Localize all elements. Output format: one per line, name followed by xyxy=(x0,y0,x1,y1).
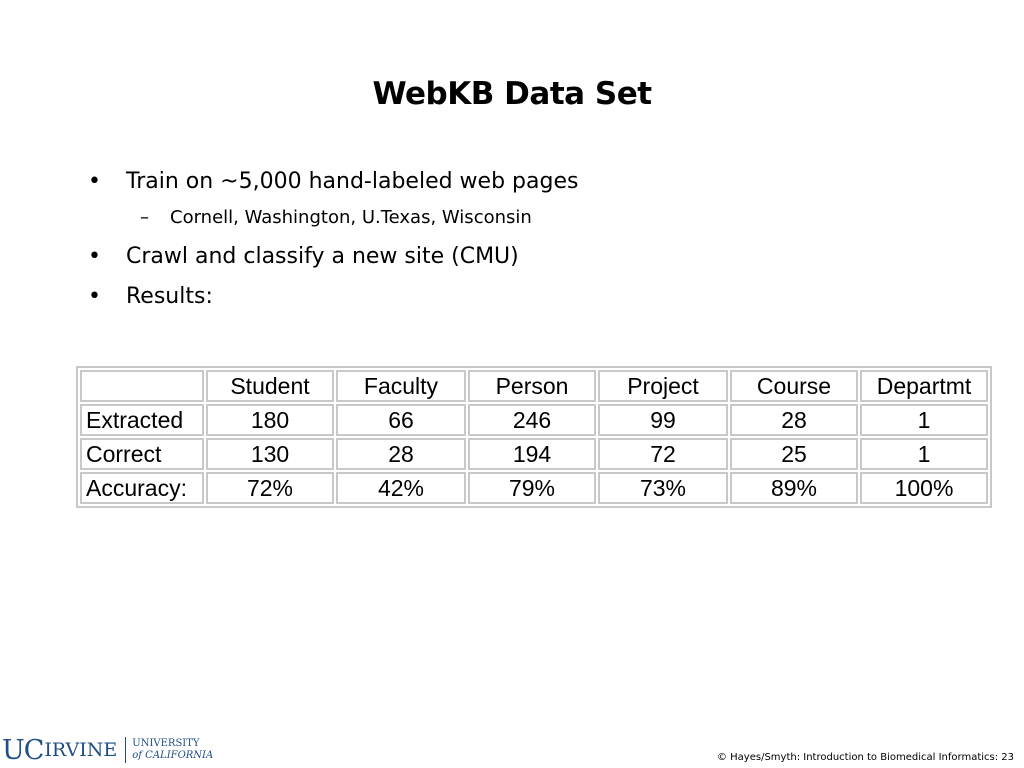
logo-irvine-text: IRVINE xyxy=(44,739,118,761)
table-cell: 100% xyxy=(860,472,988,504)
table-cell: 72 xyxy=(598,438,728,470)
column-header: Person xyxy=(468,370,596,402)
uc-irvine-logo xyxy=(2,734,213,766)
bullet-text: Results: xyxy=(126,284,213,309)
table-cell: 194 xyxy=(468,438,596,470)
bullet-marker: • xyxy=(88,244,101,269)
logo-uc-text: UC xyxy=(2,734,44,766)
table-cell: 1 xyxy=(860,404,988,436)
table-cell: 28 xyxy=(730,404,858,436)
table-cell: 246 xyxy=(468,404,596,436)
table-cell: 25 xyxy=(730,438,858,470)
table-cell: 130 xyxy=(206,438,334,470)
logo-university-block xyxy=(132,738,213,762)
row-header: Extracted xyxy=(80,404,204,436)
logo-divider xyxy=(125,737,126,763)
footer-copyright: © Hayes/Smyth: Introduction to Biomedical Informatics: 23 xyxy=(716,752,1014,763)
table-cell: 72% xyxy=(206,472,334,504)
bullet-item xyxy=(88,168,578,196)
table-corner-cell xyxy=(80,370,204,402)
row-header: Correct xyxy=(80,438,204,470)
bullet-text: Crawl and classify a new site (CMU) xyxy=(126,244,519,269)
table-header-row xyxy=(80,370,988,402)
bullet-item xyxy=(88,283,578,311)
column-header: Project xyxy=(598,370,728,402)
dash-marker: – xyxy=(140,207,149,228)
table-row xyxy=(80,472,988,504)
column-header: Course xyxy=(730,370,858,402)
table-cell: 1 xyxy=(860,438,988,470)
sub-bullet-item xyxy=(88,206,578,230)
table-cell: 180 xyxy=(206,404,334,436)
bullet-item xyxy=(88,243,578,271)
row-header: Accuracy: xyxy=(80,472,204,504)
table-cell: 28 xyxy=(336,438,466,470)
bullet-text: Train on ~5,000 hand-labeled web pages xyxy=(126,169,579,194)
table-cell: 99 xyxy=(598,404,728,436)
column-header: Student xyxy=(206,370,334,402)
logo-california-line: of CALIFORNIA xyxy=(132,750,214,761)
bullet-marker: • xyxy=(88,169,101,194)
table-cell: 79% xyxy=(468,472,596,504)
bullet-marker: • xyxy=(88,284,101,309)
table-cell: 89% xyxy=(730,472,858,504)
table-cell: 42% xyxy=(336,472,466,504)
table-row xyxy=(80,404,988,436)
sub-bullet-text: Cornell, Washington, U.Texas, Wisconsin xyxy=(170,207,532,228)
slide-title: WebKB Data Set xyxy=(372,76,652,112)
logo-university-line: UNIVERSITY xyxy=(132,738,200,749)
bullet-list xyxy=(88,168,578,311)
results-table xyxy=(76,366,992,508)
column-header: Departmt xyxy=(860,370,988,402)
table-cell: 73% xyxy=(598,472,728,504)
table-cell: 66 xyxy=(336,404,466,436)
table-row xyxy=(80,438,988,470)
column-header: Faculty xyxy=(336,370,466,402)
